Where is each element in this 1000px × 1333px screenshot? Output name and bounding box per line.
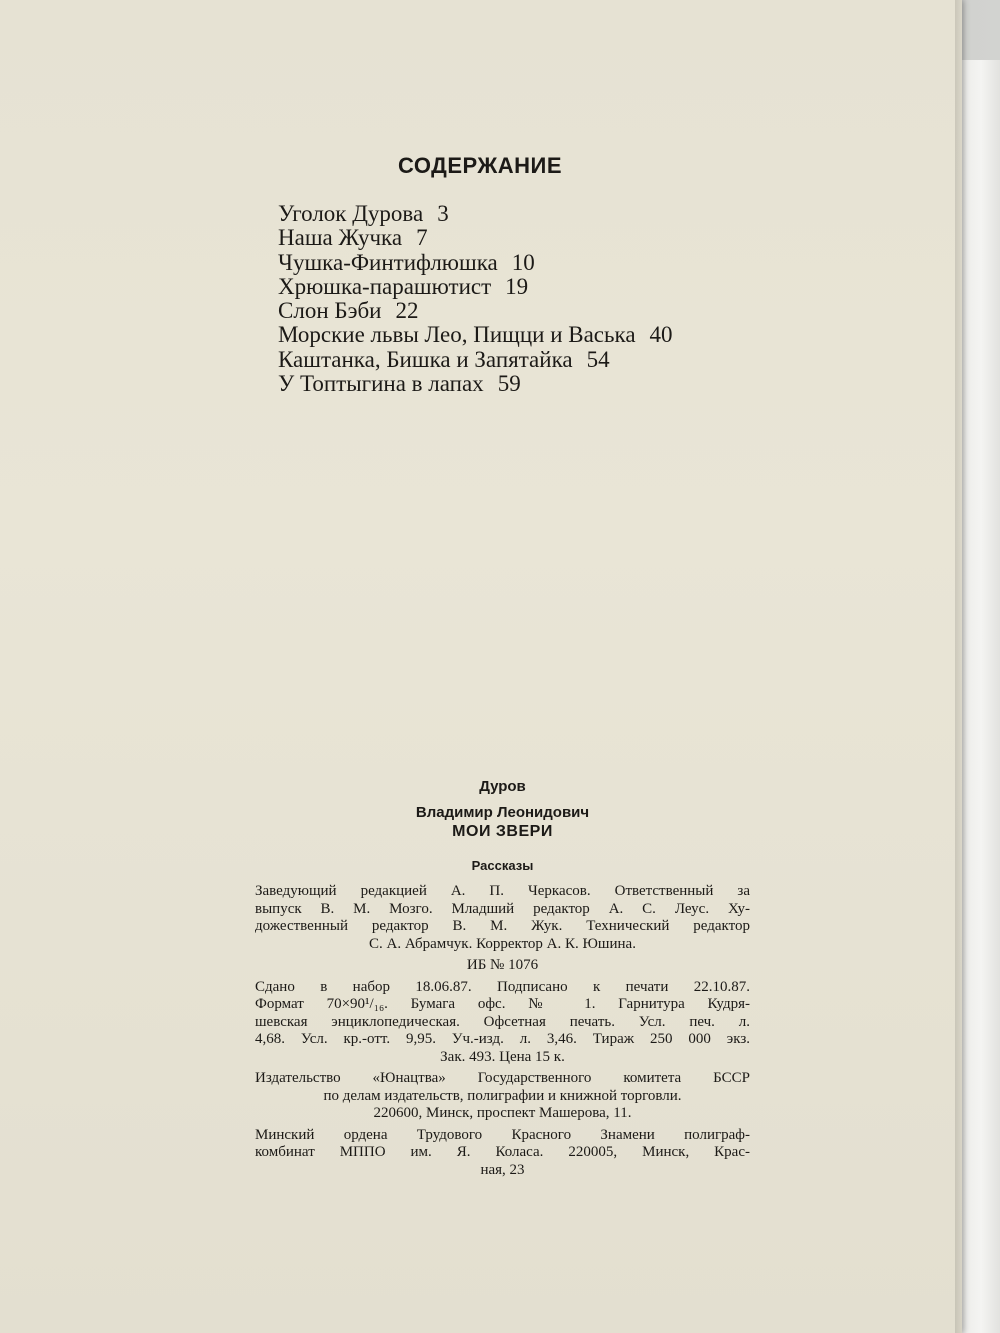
- toc-entry-page: 7: [416, 225, 428, 251]
- toc-entry-title: Морские львы Лео, Пищци и Васька: [278, 322, 636, 348]
- toc-entry-page: 19: [505, 273, 529, 299]
- staff-credits: [255, 883, 750, 953]
- toc-entry: [278, 299, 838, 323]
- toc-entry-page: 54: [586, 346, 610, 372]
- print-line: Сдано в набор 18.06.87. Подписано к печати 22.10.87.: [255, 978, 750, 995]
- printer-info: [255, 1127, 750, 1180]
- credit-line: дожественный редактор В. М. Жук. Технический редактор: [255, 918, 750, 934]
- credit-line: выпуск В. М. Мозго. Младший редактор А. С. Леус. Ху-: [255, 900, 750, 917]
- next-page-edge: [962, 60, 1000, 1333]
- toc-entry-title: Уголок Дурова: [278, 201, 424, 226]
- toc-entry: [278, 226, 838, 250]
- toc-entry: [278, 348, 838, 372]
- toc-entry-page: 3: [437, 201, 449, 226]
- toc-entry-page: 40: [649, 322, 673, 348]
- book-title: МОИ ЗВЕРИ: [452, 823, 553, 840]
- credit-line: Заведующий редакцией А. П. Черкасов. Ответственный за: [255, 883, 750, 899]
- toc-entry-title: Слон Бэби: [278, 298, 382, 324]
- print-line: Зак. 493. Цена 15 к.: [440, 1048, 565, 1065]
- print-line: 4,68. Усл. кр.-отт. 9,95. Уч.-изд. л. 3,46. Тираж 250 000 экз.: [255, 1031, 750, 1047]
- toc-entry: [278, 323, 838, 347]
- publisher-line: по делам издательств, полиграфии и книжной торговли.: [323, 1087, 682, 1104]
- author-name: Владимир Леонидович: [415, 804, 590, 821]
- page-edge-shadow: [955, 0, 967, 1333]
- toc-entry-title: Каштанка, Бишка и Запятайка: [278, 346, 573, 372]
- toc-entry: [278, 372, 838, 396]
- print-line: Формат 70×90¹/₁₆. Бумага офс. № 1. Гарнитура Кудря-: [255, 996, 750, 1012]
- print-details: [255, 979, 750, 1067]
- toc-entry: [278, 202, 838, 226]
- toc-entry-page: 22: [395, 298, 419, 324]
- toc-entry-title: Чушка-Финтифлюшка: [278, 249, 498, 275]
- credit-line: С. А. Абрамчук. Корректор А. К. Юшина.: [369, 935, 636, 952]
- toc-entry-page: 10: [511, 249, 535, 275]
- toc-entry: [278, 251, 838, 275]
- ib-number: ИБ № 1076: [466, 957, 539, 973]
- toc-entry: [278, 275, 838, 299]
- printer-line: комбинат МППО им. Я. Коласа. 220005, Минск, Крас-: [255, 1144, 750, 1160]
- print-line: шевская энциклопедическая. Офсетная печать. Усл. печ. л.: [255, 1013, 750, 1030]
- colophon: [255, 778, 750, 1179]
- toc-entry-page: 59: [497, 371, 521, 397]
- printer-line: Минский ордена Трудового Красного Знамени полиграф-: [255, 1126, 750, 1143]
- genre-label: Рассказы: [471, 858, 534, 873]
- toc-entry-title: Хрюшка-парашютист: [278, 273, 492, 299]
- publisher-line: Издательство «Юнацтва» Государственного комитета БССР: [255, 1070, 750, 1086]
- author-surname: Дуров: [479, 778, 526, 795]
- toc-entry-title: Наша Жучка: [278, 225, 403, 251]
- publisher-line: 220600, Минск, проспект Машерова, 11.: [373, 1105, 632, 1121]
- publisher-info: [255, 1070, 750, 1123]
- printer-line: ная, 23: [480, 1161, 525, 1178]
- toc-list: [278, 202, 838, 396]
- toc-heading: СОДЕРЖАНИЕ: [398, 153, 563, 178]
- toc-entry-title: У Топтыгина в лапах: [278, 371, 484, 397]
